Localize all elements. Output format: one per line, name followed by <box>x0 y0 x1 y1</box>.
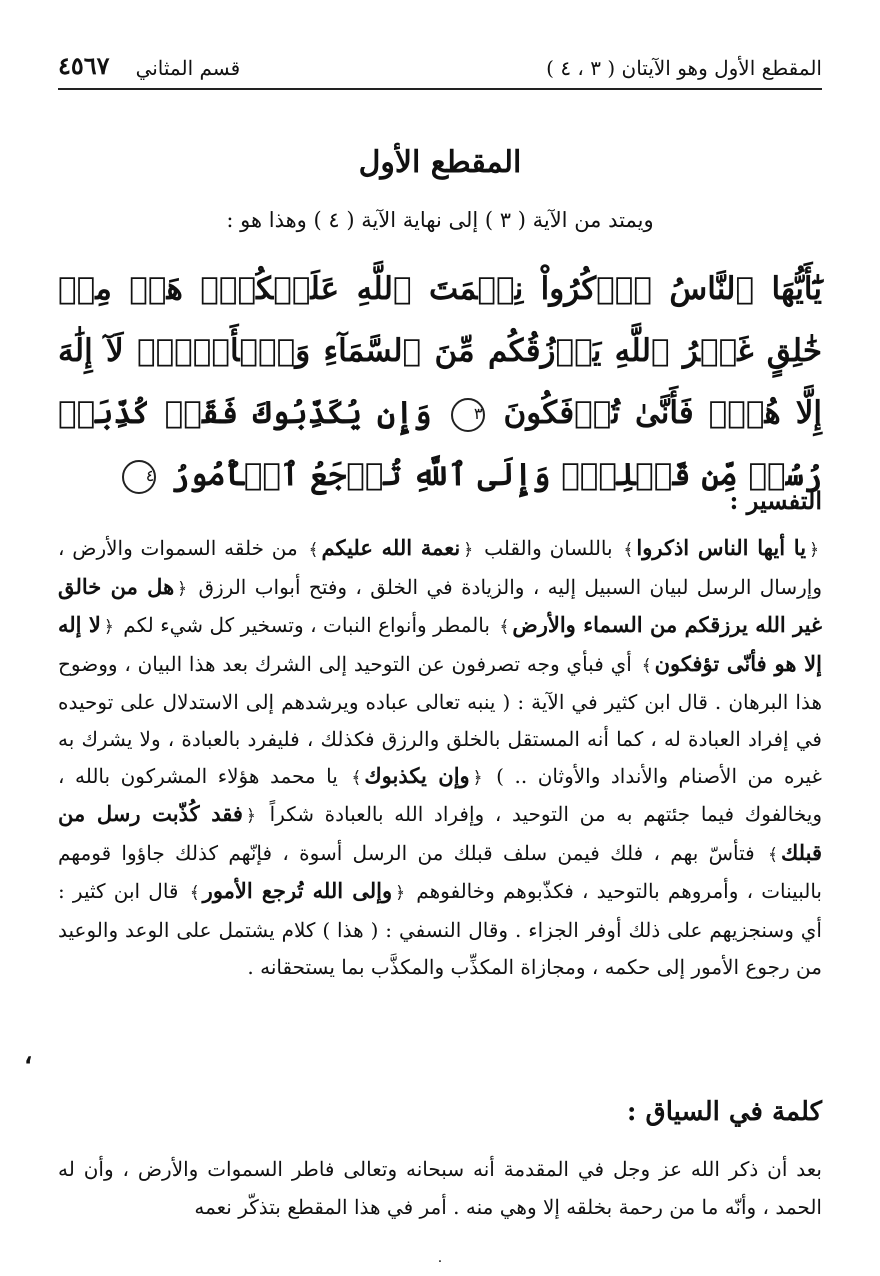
margin-mark: ، <box>24 1040 33 1070</box>
ornate-bracket-close: ﴾ <box>351 767 362 788</box>
ornate-bracket-open: ﴿ <box>463 540 474 560</box>
section-title: المقطع الأول <box>358 145 522 180</box>
commentary-6: فتأسّ بهم ، فلك فيمن سلف قبلك من الرسل أسوة ، فإنّهم كذلك جاؤوا قومهم بالبينات ، وأمروهم بالتوحيد ، فكذّبوهم وخالفوهم <box>58 840 823 904</box>
commentary-4: أي فبأي وجه تصرفون عن التوحيد إلى الشرك بعد هذا البيان ، ووضوح هذا البرهان . قال ابن كثير في الآية : ( ينبه تعالى عباده ويرشدهم إلى الاستدلال على توحيده في إفراد العبادة له ، كما أنه المستقل بالخلق والرزق فكذلك ، فليفرد بالعبادة ، ولا يشرك به غيره من الأصنام والأنداد والأوثان .. ) <box>58 651 822 788</box>
quote-4: لا إله إلا هو فأنّى تؤفكون <box>58 612 822 676</box>
ornate-bracket-close: ﴾ <box>768 844 778 865</box>
ornate-bracket-open: ﴿ <box>472 767 483 788</box>
quote-1: يا أيها الناس اذكروا <box>636 535 807 560</box>
commentary-2: من خلقه السموات والأرض ، وإرسال الرسل لبيان السبيل إليه ، والزيادة في الخلق ، وفتح أبواب الرزق <box>58 536 822 599</box>
commentary-5: يا محمد هؤلاء المشركون بالله ، ويخالفوك فيما جئتهم به من التوحيد ، وإفراد الله بالعبادة شكراً <box>58 763 823 827</box>
tafsir-body <box>58 530 822 985</box>
ornate-bracket-close: ﴾ <box>499 617 510 638</box>
running-title: المقطع الأول وهو الآيتان ( ٣ ، ٤ ) <box>546 56 822 80</box>
quran-verses <box>58 258 822 506</box>
commentary-7: قال ابن كثير : أي وسنجزيهم على ذلك أوفر الجزاء . وقال النسفي : ( هذا ) كلام يشتمل على الوعد والوعيد من رجوع الأمور إلى حكمه ، ومجازاة المكذِّب والمكذَّب بما يستحقانه . <box>58 879 822 979</box>
context-heading: كلمة في السياق : <box>626 1097 822 1127</box>
ayah-number-4: ٤ <box>122 460 156 494</box>
ornate-bracket-open: ﴿ <box>177 578 188 599</box>
footer-mark: . <box>437 1250 443 1266</box>
ornate-bracket-open: ﴿ <box>809 540 820 560</box>
quote-6: فقد كُذّبت رسل من قبلك <box>58 801 823 865</box>
quote-7: وإلى الله تُرجع الأمور <box>202 878 393 904</box>
ornate-bracket-open: ﴿ <box>103 617 114 638</box>
ornate-bracket-close: ﴾ <box>189 883 200 904</box>
commentary-3: بالمطر وأنواع النبات ، وتسخير كل شيء لكم <box>123 613 490 638</box>
ayah-number-3: ٣ <box>451 398 485 432</box>
context-body: بعد أن ذكر الله عز وجل في المقدمة أنه سبحانه وتعالى فاطر السموات والأرض ، وأن له الحمد ، وأنّه ما من رحمة بخلقه إلا وهي منه . أمر في هذا المقطع بتذكّر نعمه <box>58 1157 822 1219</box>
section-subtitle: ويمتد من الآية ( ٣ ) إلى نهاية الآية ( ٤ ) وهذا هو : <box>226 208 654 232</box>
quote-3: هل من خالق غير الله يرزقكم من السماء والأرض <box>58 573 822 638</box>
header-left-group <box>58 51 240 80</box>
tafsir-heading: التفسير : <box>729 486 822 515</box>
verse-3: يَٰٓأَيُّهَا ٱلنَّاسُ ٱذۡكُرُواْ نِعۡمَتَ ٱللَّهِ عَلَيۡكُمۡۚ هَلۡ مِنۡ خَٰلِقٍ غَيۡرُ ٱللَّهِ يَرۡزُقُكُم مِّنَ ٱلسَّمَآءِ وَٱلۡأَرۡضِۚ لَآ إِلَٰهَ إِلَّا هُوَۖ فَأَنَّىٰ تُؤۡفَكُونَ <box>58 271 823 431</box>
ornate-bracket-open: ﴿ <box>245 806 256 827</box>
quote-2: نعمة الله عليكم <box>321 535 461 560</box>
ornate-bracket-close: ﴾ <box>641 655 652 676</box>
part-label: قسم المثاني <box>135 56 241 80</box>
running-header <box>58 44 822 90</box>
verse-4: وَإِن يُكَذِّبُوكَ فَقَدۡ كُذِّبَتۡ رُسُلٞ مِّن قَبۡلِكَۚ وَإِلَى ٱللَّهِ تُرۡجَعُ ٱلۡأُمُورُ <box>58 395 822 493</box>
commentary-1: باللسان والقلب <box>484 536 613 560</box>
page-number: ٤٥٦٧ <box>58 51 110 80</box>
ornate-bracket-close: ﴾ <box>308 540 319 560</box>
quote-5: وإن يكذبوك <box>364 762 470 788</box>
ornate-bracket-close: ﴾ <box>623 540 634 560</box>
ornate-bracket-open: ﴿ <box>395 883 406 904</box>
